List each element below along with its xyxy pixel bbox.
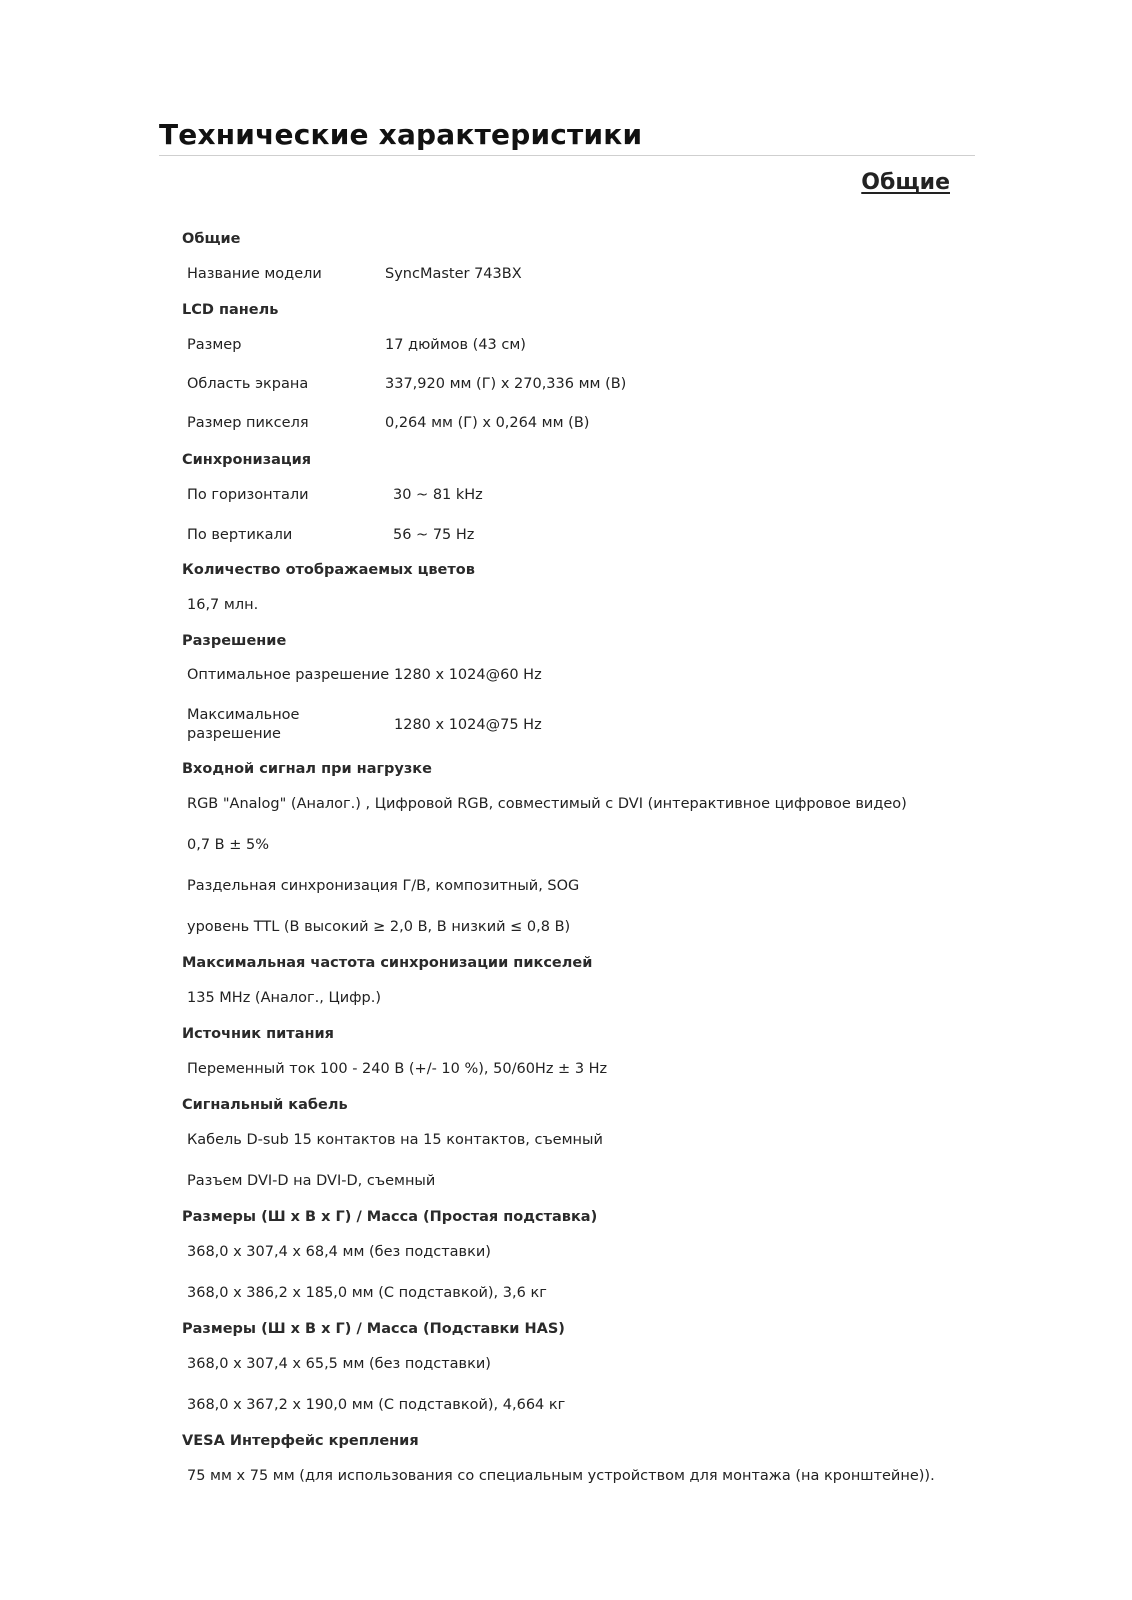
- size-label: Размер: [187, 337, 242, 353]
- heading-dimensions-has-stand: Размеры (Ш x В x Г) / Масса (Подставки HAS): [182, 1321, 565, 1337]
- input-signal-line-3: Раздельная синхронизация Г/В, композитный, SOG: [187, 878, 580, 894]
- horizontal-label: По горизонтали: [187, 487, 309, 503]
- vertical-value: 56 ~ 75 Hz: [393, 527, 475, 543]
- section-link-general[interactable]: Общие: [861, 170, 950, 195]
- page-title: Технические характеристики: [159, 118, 643, 151]
- signal-cable-line-2: Разъем DVI-D на DVI-D, съемный: [187, 1173, 436, 1189]
- heading-synchronization: Синхронизация: [182, 452, 312, 468]
- optimal-resolution-label: Оптимальное разрешение: [187, 667, 390, 683]
- heading-signal-cable: Сигнальный кабель: [182, 1097, 348, 1113]
- colors-value: 16,7 млн.: [187, 597, 259, 613]
- heading-lcd-panel: LCD панель: [182, 302, 279, 318]
- dimensions-has-line-2: 368,0 x 367,2 x 190,0 мм (С подставкой), 4,664 кг: [187, 1397, 566, 1413]
- heading-power-supply: Источник питания: [182, 1026, 334, 1042]
- model-name-label: Название модели: [187, 266, 322, 282]
- max-resolution-label: Максимальное разрешение: [187, 707, 300, 742]
- title-divider: [159, 155, 975, 156]
- dimensions-simple-line-1: 368,0 x 307,4 x 68,4 мм (без подставки): [187, 1244, 491, 1260]
- model-name-value: SyncMaster 743BX: [385, 266, 522, 282]
- input-signal-line-2: 0,7 В ± 5%: [187, 837, 269, 853]
- heading-pixel-clock: Максимальная частота синхронизации пикселей: [182, 955, 593, 971]
- max-resolution-value: 1280 x 1024@75 Hz: [394, 717, 542, 733]
- heading-general: Общие: [182, 231, 241, 247]
- display-area-value: 337,920 мм (Г) x 270,336 мм (В): [385, 376, 627, 392]
- size-value: 17 дюймов (43 см): [385, 337, 526, 353]
- dimensions-simple-line-2: 368,0 x 386,2 x 185,0 мм (С подставкой), 3,6 кг: [187, 1285, 547, 1301]
- heading-colors: Количество отображаемых цветов: [182, 562, 475, 578]
- pixel-pitch-label: Размер пикселя: [187, 415, 309, 431]
- pixel-clock-value: 135 MHz (Аналог., Цифр.): [187, 990, 381, 1006]
- heading-dimensions-simple-stand: Размеры (Ш x В x Г) / Масса (Простая подставка): [182, 1209, 598, 1225]
- heading-vesa-mount: VESA Интерфейс крепления: [182, 1433, 419, 1449]
- vesa-mount-value: 75 мм x 75 мм (для использования со специальным устройством для монтажа (на кронштейне)).: [187, 1468, 935, 1484]
- power-supply-value: Переменный ток 100 - 240 В (+/- 10 %), 50/60Hz ± 3 Hz: [187, 1061, 608, 1077]
- input-signal-line-4: уровень TTL (В высокий ≥ 2,0 В, В низкий ≤ 0,8 В): [187, 919, 571, 935]
- input-signal-line-1: RGB "Analog" (Аналог.) , Цифровой RGB, совместимый с DVI (интерактивное цифровое видео): [187, 796, 907, 812]
- pixel-pitch-value: 0,264 мм (Г) x 0,264 мм (В): [385, 415, 590, 431]
- vertical-label: По вертикали: [187, 527, 293, 543]
- heading-resolution: Разрешение: [182, 633, 287, 649]
- optimal-resolution-value: 1280 x 1024@60 Hz: [394, 667, 542, 683]
- signal-cable-line-1: Кабель D-sub 15 контактов на 15 контактов, съемный: [187, 1132, 603, 1148]
- dimensions-has-line-1: 368,0 x 307,4 x 65,5 мм (без подставки): [187, 1356, 491, 1372]
- horizontal-value: 30 ~ 81 kHz: [393, 487, 483, 503]
- heading-input-signal: Входной сигнал при нагрузке: [182, 761, 432, 777]
- display-area-label: Область экрана: [187, 376, 309, 392]
